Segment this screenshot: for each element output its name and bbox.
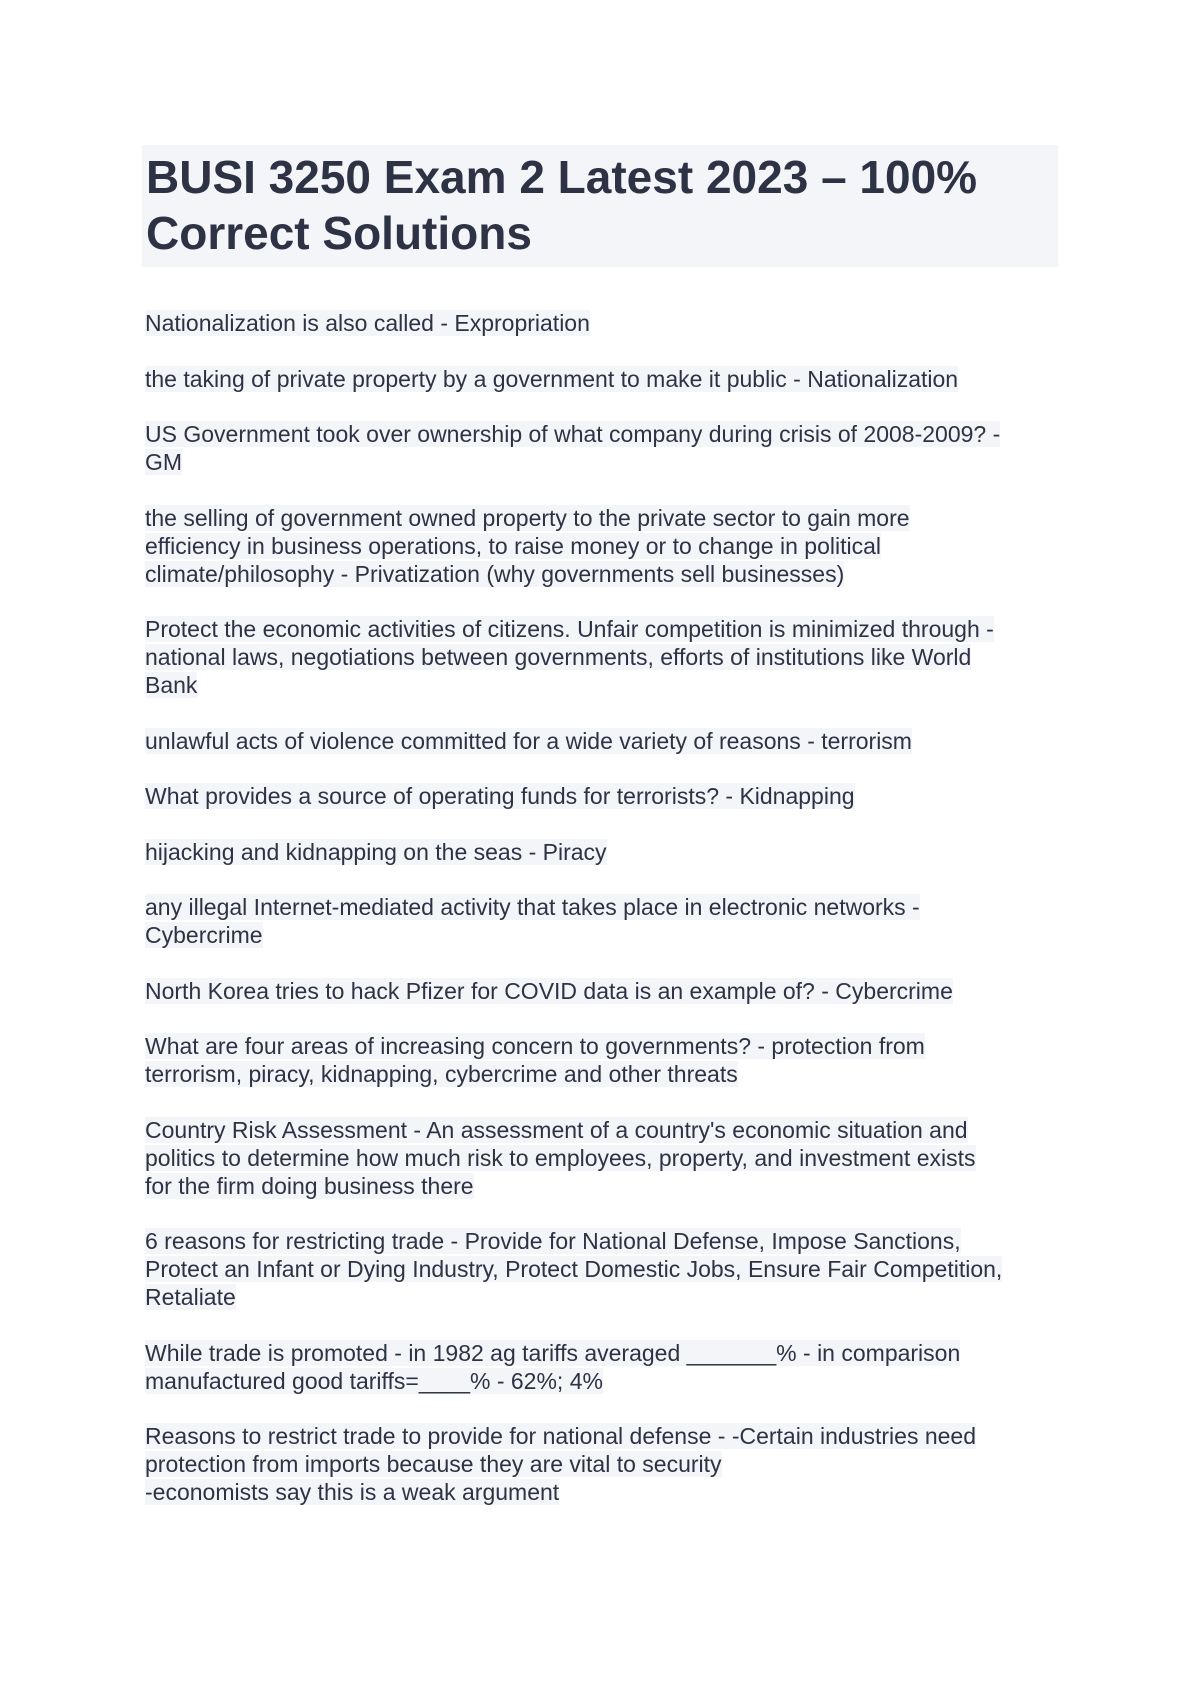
qa-entry: [145, 420, 1060, 476]
qa-entry: [145, 893, 1060, 949]
qa-entry-text: any illegal Internet-mediated activity that takes place in electronic networks - Cybercrime: [145, 894, 920, 948]
qa-entry-text: North Korea tries to hack Pfizer for COVID data is an example of? - Cybercrime: [145, 977, 953, 1004]
qa-entry-text: hijacking and kidnapping on the seas - Piracy: [145, 838, 607, 865]
qa-entry: [145, 727, 1060, 755]
qa-entry: [145, 365, 1060, 393]
qa-entry: [145, 615, 1060, 699]
qa-entry: [145, 1116, 1060, 1200]
qa-entry: [145, 977, 1060, 1005]
qa-entry-text: While trade is promoted - in 1982 ag tariffs averaged _______% - in comparison manufactured good tariffs=____% - 62%; 4%: [145, 1339, 961, 1394]
qa-entry: [145, 1422, 1060, 1506]
qa-entry-text: 6 reasons for restricting trade - Provide for National Defense, Impose Sanctions, Protect an Infant or Dying Industry, Protect Domestic Jobs, Ensure Fair Competition, Retaliate: [145, 1228, 1003, 1310]
qa-entry-text: Country Risk Assessment - An assessment of a country's economic situation and politics to determine how much risk to employees, property, and investment exists for the firm doing business there: [145, 1116, 976, 1199]
qa-entry: [145, 309, 1060, 337]
qa-entry-text: unlawful acts of violence committed for a wide variety of reasons - terrorism: [145, 727, 912, 754]
qa-entry-text: US Government took over ownership of what company during crisis of 2008-2009? - GM: [145, 421, 1001, 475]
document-title: [146, 149, 1054, 261]
qa-entry: [145, 1032, 1060, 1088]
qa-entry: [145, 782, 1060, 810]
document-title-text: BUSI 3250 Exam 2 Latest 2023 – 100% Correct Solutions: [146, 151, 978, 259]
qa-entry-text: What provides a source of operating funds for terrorists? - Kidnapping: [145, 783, 855, 809]
qa-entry-text: Nationalization is also called - Expropriation: [145, 310, 590, 336]
qa-entry: [145, 504, 1060, 588]
qa-entry-text: the selling of government owned property to the private sector to gain more efficiency in business operations, to raise money or to change in political climate/philosophy - Privatization (why governments sell businesses): [145, 504, 910, 587]
qa-entry-text: the taking of private property by a government to make it public - Nationalization: [145, 365, 959, 392]
title-block: [142, 145, 1058, 267]
qa-entry-text: Protect the economic activities of citizens. Unfair competition is minimized through - national laws, negotiations between governments, efforts of institutions like World Bank: [145, 616, 994, 698]
qa-entry: [145, 838, 1060, 866]
qa-entry: [145, 1339, 1060, 1395]
qa-entry-text: What are four areas of increasing concern to governments? - protection from terrorism, piracy, kidnapping, cybercrime and other threats: [145, 1033, 925, 1087]
qa-list: [145, 309, 1060, 1534]
qa-entry-text: Reasons to restrict trade to provide for national defense - -Certain industries need protection from imports because they are vital to security -economists say this is a weak argument: [145, 1423, 976, 1505]
qa-entry: [145, 1227, 1060, 1311]
